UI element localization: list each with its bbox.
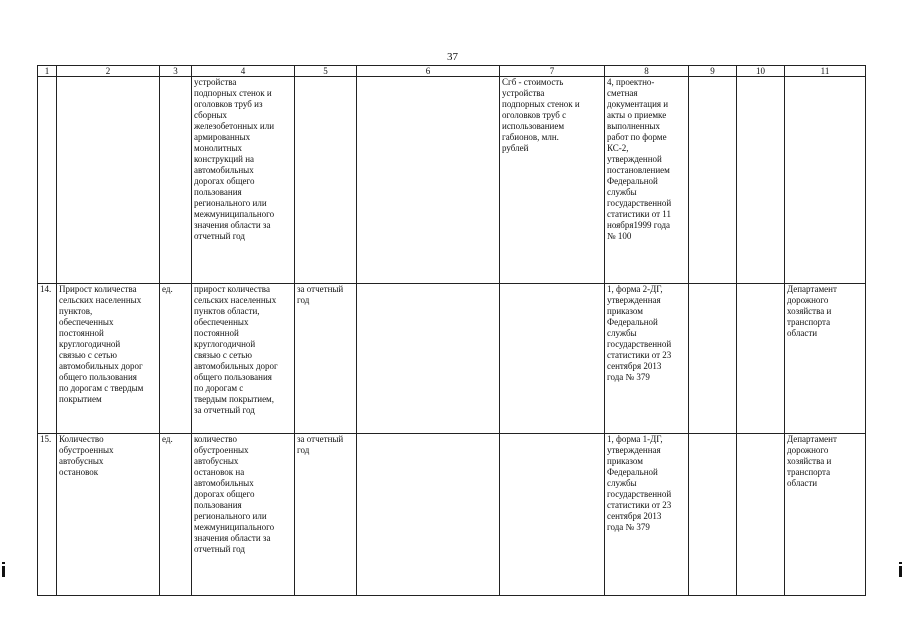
period-cell: за отчетный год: [295, 284, 357, 434]
indicator-name-cell: Прирост количества сельских населенных пунктов, обеспеченных постоянной круглогодичной связью с сетью автомобильных дорог общего пользования по дорогам с твердым покрытием: [57, 284, 160, 434]
col9-cell: [689, 77, 737, 284]
indicators-table: [37, 65, 866, 596]
indicator-name-cell: Количество обустроенных автобусных остановок: [57, 434, 160, 596]
period-cell: за отчетный год: [295, 434, 357, 596]
column-number: 9: [689, 66, 737, 77]
scan-edge-mark-left: [2, 566, 5, 577]
column-number-row: [38, 66, 866, 77]
col9-cell: [689, 434, 737, 596]
source-cell: 1, форма 2-ДГ, утвержденная приказом Федеральной службы государственной статистики от 23 сентября 2013 года № 379: [605, 284, 689, 434]
column-number: 10: [737, 66, 785, 77]
column-number: 6: [357, 66, 500, 77]
col9-cell: [689, 284, 737, 434]
formula-cell: [357, 434, 500, 596]
column-number: 2: [57, 66, 160, 77]
definition-cell: количество обустроенных автобусных остановок на автомобильных дорогах общего пользования регионального или межмуниципального значения области за отчетный год: [192, 434, 295, 596]
column-number: 8: [605, 66, 689, 77]
column-number: 1: [38, 66, 57, 77]
source-cell: 1, форма 1-ДГ, утвержденная приказом Федеральной службы государственной статистики от 23 сентября 2013 года № 379: [605, 434, 689, 596]
column-number: 5: [295, 66, 357, 77]
unit-cell: [160, 77, 192, 284]
unit-cell: ед.: [160, 434, 192, 596]
column-number: 7: [500, 66, 605, 77]
definition-cell: устройства подпорных стенок и оголовков труб из сборных железобетонных или армированных монолитных конструкций на автомобильных дорогах общего пользования регионального или межмуниципального значения области за отчетный год: [192, 77, 295, 284]
period-cell: [295, 77, 357, 284]
formula-cell: [357, 284, 500, 434]
parameters-cell: [500, 434, 605, 596]
indicator-name-cell: [57, 77, 160, 284]
scan-edge-mark-right: [899, 566, 902, 577]
row-number-cell: [38, 77, 57, 284]
table-row: [38, 434, 866, 596]
col10-cell: [737, 284, 785, 434]
table-row: [38, 77, 866, 284]
page-number: 37: [447, 51, 458, 63]
column-number: 4: [192, 66, 295, 77]
column-number: 3: [160, 66, 192, 77]
source-cell: 4, проектно- сметная документация и акты о приемке выполненных работ по форме КС-2, утвержденной постановлением Федеральной службы государственной статистики от 11 ноября1999 года № 100: [605, 77, 689, 284]
responsible-cell: Департамент дорожного хозяйства и транспорта области: [785, 284, 866, 434]
column-number: 11: [785, 66, 866, 77]
definition-cell: прирост количества сельских населенных пунктов области, обеспеченных постоянной круглогодичной связью с сетью автомобильных дорог общего пользования по дорогам с твердым покрытием, за отчетный год: [192, 284, 295, 434]
row-number-cell: 15.: [38, 434, 57, 596]
col10-cell: [737, 434, 785, 596]
responsible-cell: [785, 77, 866, 284]
parameters-cell: [500, 284, 605, 434]
col10-cell: [737, 77, 785, 284]
unit-cell: ед.: [160, 284, 192, 434]
responsible-cell: Департамент дорожного хозяйства и транспорта области: [785, 434, 866, 596]
formula-cell: [357, 77, 500, 284]
table-row: [38, 284, 866, 434]
parameters-cell: Сгб - стоимость устройства подпорных стенок и оголовков труб с использованием габионов, млн. рублей: [500, 77, 605, 284]
row-number-cell: 14.: [38, 284, 57, 434]
